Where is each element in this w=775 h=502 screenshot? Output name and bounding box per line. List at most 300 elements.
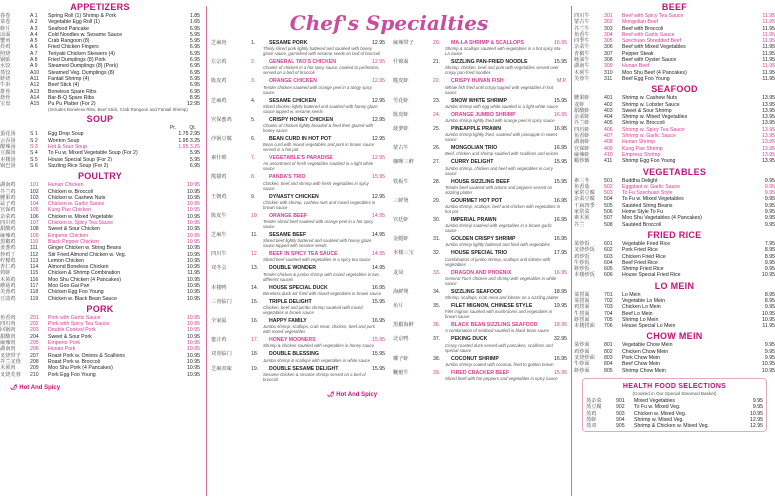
item-code: 606 [604, 272, 613, 279]
item-chinese-name: 叉烧炒面 [574, 355, 595, 362]
item-name: SESAME CHICKEN [269, 97, 316, 104]
item-code: 504 [604, 196, 613, 203]
item-name: Steamed Veg. Dumplings (8) [48, 69, 115, 76]
item-chinese-name: 湖南肉 [0, 346, 16, 353]
item-code: 411 [604, 158, 613, 165]
specialty-item [393, 270, 567, 286]
item-price: 6.95 [189, 82, 200, 89]
item-price: 10.95 [187, 352, 200, 359]
item-chinese-name: 虾捞面 [574, 316, 590, 323]
item-price: 10.95 [187, 289, 200, 296]
item-code: 805 [604, 367, 613, 374]
item-price: 13.95 [762, 114, 775, 121]
item-code: 105 [30, 207, 39, 214]
item-name: Shrimp w. Spicy Tea Sauce [622, 126, 685, 133]
item-name: Shrimp Lo Mein [622, 316, 659, 323]
item-name: Hunan Chicken [48, 182, 84, 189]
item-price: 5.95 [189, 150, 200, 157]
item-chinese-name: 鱼香牛 [574, 31, 590, 38]
item-price: 5.95 [189, 75, 200, 82]
item-price: 12.95 [750, 423, 763, 430]
item-name: Egg Drop Soup [48, 131, 84, 138]
specialty-item [393, 126, 567, 142]
item-name: Shrimp w. Broccoli [622, 120, 665, 127]
spicy-legend-row [10, 384, 200, 391]
item-chinese-name: 腰果鸡 [0, 194, 16, 201]
item-price: 10.95 [762, 272, 775, 279]
item-description: Tender beef sautéed with onions and peppers served on sizzling platter [445, 184, 553, 195]
item-chinese-name: 北京鸭 [393, 336, 409, 343]
item-chinese-name: 麻辣虾 [574, 151, 590, 158]
item-chinese-name: 本楼鸭 [211, 284, 227, 291]
specialty-item [211, 232, 385, 248]
item-chinese-name: 鸡虾 [0, 270, 11, 277]
item-code: 37. [433, 336, 441, 343]
specialties-right [389, 40, 571, 385]
item-chinese-name: 虾炒面 [574, 367, 590, 374]
item-description: Tender chicken sautéed with orange peel in a tangy spicy sauce [263, 84, 373, 95]
item-chinese-name: 麻辣带子 [393, 40, 414, 46]
specialty-header [211, 194, 385, 200]
item-description: Boneless duck stir fried with mixed vegetables in brown sauce [263, 290, 381, 296]
item-description: Combination of jumbo shrimp, scallops and lobster with vegetables [445, 256, 551, 267]
item-description: Chicken with shrimp, cashew nuts and mixed vegetables in brown sauce [263, 199, 376, 210]
chili-icon: 🌶︎ [10, 384, 20, 391]
item-code: 24. [433, 111, 441, 118]
item-price: 13.95 [762, 107, 775, 114]
item-name: Pork with Spicy Tea Sauce [48, 321, 110, 328]
item-chinese-name: 陈皮牛 [211, 212, 227, 219]
item-chinese-name: 双喜临门 [211, 351, 232, 358]
item-name: DOUBLE SESAME DELIGHT [269, 365, 339, 372]
item-name: Pork with Garlic Sauce [48, 314, 101, 321]
spicy-legend: Hot And Spicy [19, 384, 61, 391]
item-name: IMPERIAL PRAWN [451, 217, 497, 224]
item-chinese-name: 四川鸡 [0, 220, 16, 227]
item-code: A 8 [30, 57, 38, 64]
item-price: 13.95 [762, 133, 775, 140]
item-description: Jumbo shrimp & scallops with vegetables in white sauce [263, 357, 370, 363]
item-price: 15.95 [372, 174, 385, 181]
item-price: 13.95 [762, 120, 775, 127]
item-chinese-name: 咖喱三鲜 [393, 159, 414, 166]
item-chinese-name: 三鲜煲 [393, 197, 409, 204]
item-name: Hunan Beef [622, 63, 650, 70]
item-name: Shrimp w. Cashew Nuts [622, 95, 678, 102]
item-chinese-name: 龙虾 [574, 101, 585, 108]
item-name: Beef Chow Mein [622, 361, 661, 368]
item-description: Sliced beef with hot peppers and vegetables in spicy sauce [445, 376, 558, 382]
item-name: Seafood Pancake [48, 25, 89, 32]
menu-item [586, 423, 763, 429]
item-code: 36. [433, 322, 441, 329]
item-chinese-name: 鱼香虾 [574, 133, 590, 140]
specialty-item [211, 251, 385, 262]
item-chinese-name: 宫保蜜鸡 [211, 116, 232, 123]
item-price: 11.95 [762, 69, 775, 76]
item-chinese-name: 湖南虾 [574, 139, 590, 146]
item-chinese-name: 牛炒饭 [574, 259, 590, 266]
item-price: 10.95 [187, 333, 200, 340]
item-name: Szechuan Shredded Beef [622, 38, 682, 45]
item-chinese-name: 宫保虾 [574, 145, 590, 152]
item-chinese-name: 鱼片 [393, 303, 404, 310]
item-price: 11.95 [762, 75, 775, 82]
item-code: 502 [604, 183, 613, 190]
specialty-item [211, 155, 385, 171]
item-price: 10.95 [762, 310, 775, 317]
item-code: 507 [604, 215, 613, 222]
item-chinese-name: 腰果虾 [574, 95, 590, 102]
item-name: Lo Mein [622, 291, 641, 298]
item-price: 12.95 [372, 97, 385, 104]
specialty-item [393, 159, 567, 175]
menu-item [0, 296, 200, 302]
item-price: 11.95 [762, 44, 775, 51]
item-code: 705 [604, 316, 613, 323]
item-price: 6.95 [189, 88, 200, 95]
item-chinese-name: 锅巴汤 [0, 162, 16, 169]
item-price: 19.95 [554, 303, 567, 310]
item-name: DYNASTY CHICKEN [269, 193, 319, 200]
item-name: Spring Roll (1) Shrimp & Pork [48, 13, 117, 19]
section-heading: FRIED RICE [647, 229, 702, 240]
item-chinese-name: 甜酸虾 [574, 107, 590, 114]
item-name: Teriyaki Chicken Skewers (4) [48, 50, 115, 57]
item-price: 10.95 [762, 316, 775, 323]
item-price: 10.95 [187, 314, 200, 321]
item-chinese-name: 炸鸡 [0, 44, 11, 51]
item-name: Double Cooked Pork [48, 327, 96, 334]
menu-item [574, 158, 775, 164]
item-chinese-name: 虾烧 [0, 75, 11, 82]
item-price: 9.95 [764, 202, 775, 209]
column-header: Qt. [189, 125, 196, 132]
specialty-item [211, 194, 385, 210]
item-chinese-name: 杂菜鸡 [0, 213, 16, 220]
item-name: Chicken Fried Rice [622, 253, 666, 260]
item-price: 11.95 [762, 38, 775, 45]
item-name: Shrimp Fried Rice [622, 266, 664, 273]
item-price: 16.95 [554, 269, 567, 276]
item-code: 106 [30, 213, 39, 220]
specialty-item [211, 318, 385, 334]
item-code: 401 [604, 95, 613, 102]
item-chinese-name: 宫保鸡 [0, 207, 16, 214]
item-price: 10.95 [187, 232, 200, 239]
item-code: 5. [251, 116, 256, 123]
item-name: Chicken Chow Mein [622, 348, 669, 355]
item-name: Sweet & Sour Shrimp [622, 107, 672, 114]
section-heading: BEEF [661, 2, 688, 12]
item-code: 115 [30, 270, 39, 277]
item-chinese-name: 鸡炒面 [574, 348, 590, 355]
item-chinese-name: 三喜临门 [211, 298, 232, 305]
item-code: 113 [30, 257, 39, 264]
item-code: 901 [616, 397, 625, 404]
item-name: Sautéed Broccoli [622, 221, 662, 228]
item-code: 114 [30, 264, 39, 271]
item-code: 904 [616, 416, 625, 423]
item-description: Tender sliced beef sautéed with orange peel in a hot spicy sauce [263, 219, 374, 230]
item-chinese-name: 金脆虾 [393, 236, 409, 243]
item-description: Sliced beef lightly battered and sautéed with honey glaze sauce topped with sesame seeds [263, 238, 372, 249]
item-code: 29. [433, 197, 441, 204]
item-price: 9.95 [764, 342, 775, 349]
item-chinese-name: 椰子虾 [393, 355, 409, 362]
item-price: 16.95 [372, 284, 385, 291]
item-code: 206 [30, 346, 39, 353]
item-price: 10.95 [187, 276, 200, 283]
menu-item [574, 76, 775, 82]
item-name: BEEF IN SPICY TEA SAUCE [269, 251, 338, 258]
item-name: Vegetable Lo Mein [622, 297, 665, 304]
item-chinese-name: 陈皮虾 [393, 111, 409, 118]
chef-specialties-column [206, 6, 572, 496]
specialty-item [393, 217, 567, 233]
item-name: Lemon Chicken [48, 257, 85, 264]
specialty-item [211, 299, 385, 315]
item-chinese-name: 菜捞面 [574, 291, 590, 298]
right-column [574, 0, 775, 502]
item-code: 706 [604, 323, 613, 330]
item-description: Sliced beef sautéed with vegetables in a spicy tea sauce [263, 257, 371, 263]
item-price: 9.95 [752, 397, 763, 404]
item-name: HAPPY FAMILY [269, 318, 307, 325]
item-code: 603 [604, 253, 613, 260]
item-price: 13.95 [762, 139, 775, 146]
item-name: BLACK BEAN SIZZLING SEAFOOD [451, 322, 538, 329]
item-price: 12.95 [750, 416, 763, 423]
item-code: 302 [604, 19, 613, 26]
item-chinese-name: 宫廷虾 [393, 217, 409, 224]
specialty-header [393, 336, 567, 342]
item-code: 35. [433, 303, 441, 310]
item-description: Shrimp & chicken sautéed with vegetables in honey sauce [263, 343, 374, 349]
item-code: 31. [433, 236, 441, 243]
item-name: Crab Rangoon (8) [48, 38, 90, 45]
item-chinese-name: 甜酸鸡 [0, 226, 16, 233]
specialty-header [393, 179, 567, 185]
item-name: Chicken Egg Foo Young [48, 289, 104, 296]
section-subtitle: (Cooked in Our Special Steamed Basket) [632, 390, 717, 396]
item-chinese-name: 脆皮虾 [393, 78, 409, 85]
item-code: A 7 [30, 50, 38, 57]
item-price: 16.95 [554, 197, 567, 204]
item-description: Sliced chicken lightly battered and sautéed with honey glaze sauce topped w. sesame seeds [263, 103, 378, 114]
item-name: To Fu Szechuan Style [622, 190, 673, 197]
item-price: 11.95 [762, 31, 775, 38]
item-price: 11.95 [187, 270, 200, 277]
item-price: 18.95 [554, 322, 567, 329]
item-price: 16.95 [554, 111, 567, 118]
item-name: Roast Pork w. Broccoli [48, 358, 100, 365]
item-code: A 6 [30, 44, 38, 51]
item-price: 5.95 [189, 31, 200, 38]
item-name: Fried Dumplings (8) Pork [48, 57, 106, 64]
item-name: Cold Noodles w. Sesame Sauce [48, 31, 123, 38]
item-chinese-name: 锅贴 [0, 57, 11, 64]
item-chinese-name: 芙蓉牛 [574, 75, 590, 82]
item-chinese-name: 水饺 [0, 63, 11, 70]
item-chinese-name: 干扁四季 [574, 202, 595, 209]
specialty-item [211, 351, 385, 362]
item-price: 15.95 [554, 59, 567, 66]
item-chinese-name: 本楼捞面 [574, 323, 595, 330]
item-description: Chicken, beef and shrimp with fresh vegetables in spicy sauce [263, 180, 369, 191]
item-code: A 4 [30, 31, 38, 38]
item-code: 701 [604, 291, 613, 298]
item-price: 8.95 [764, 253, 775, 260]
item-code: 2. [251, 59, 256, 66]
item-code: S 6 [30, 162, 38, 169]
item-chinese-name: 菜捞面 [574, 297, 590, 304]
item-code: 605 [604, 266, 613, 273]
page-title: Chef's Specialties [289, 11, 489, 35]
item-price: 9.95 [764, 348, 775, 355]
item-name: Pork Chow Mein [622, 355, 661, 362]
item-price: 11.95 [762, 323, 775, 330]
item-name: DOUBLE WONDER [269, 265, 316, 272]
menu-item [574, 368, 775, 374]
specialty-item [211, 174, 385, 190]
item-name: Buddha Delight [622, 177, 658, 184]
item-code: 108 [30, 226, 39, 233]
specialty-item [393, 98, 567, 109]
item-chinese-name: 回锅肉 [0, 327, 16, 334]
section-heading: HEALTH FOOD SELECTIONS [622, 382, 727, 390]
specialty-header [393, 356, 567, 362]
item-name: Wonton Soup [48, 137, 80, 144]
item-name: Beef Egg Foo Young [622, 75, 670, 82]
item-price: 10.95 [750, 410, 763, 417]
item-name: Hot & Sour Soup [48, 144, 87, 151]
item-code: A 5 [30, 38, 38, 45]
item-name: Beef with Broccoli [622, 25, 664, 32]
item-name: Chicken Lo Mein [622, 304, 661, 311]
menu-item [574, 272, 775, 278]
item-description: Shrimp, scallops, crab meat and lobster on a sizzling platter [445, 295, 559, 301]
item-name: Emperor Pork [48, 340, 80, 347]
item-chinese-name: 湖南牛 [574, 63, 590, 70]
item-price: 6.95 [189, 25, 200, 32]
item-name: SESAME PORK [269, 40, 308, 46]
item-description: Shrimp, chicken, beef and pork with vegetables served over crispy pan-fried noodles [445, 65, 559, 76]
item-price: 10.95 [187, 282, 200, 289]
specialty-header [393, 270, 567, 276]
menu-item [0, 372, 200, 378]
item-name: SESAME BEEF [269, 232, 307, 239]
specialty-item [393, 322, 567, 333]
item-code: 25. [433, 126, 441, 133]
item-name: Emperor Chicken [48, 232, 89, 239]
item-name: TRIPLE DELIGHT [269, 298, 312, 305]
item-name: House Special Soup (For 2) [48, 156, 113, 163]
item-price: 16.95 [372, 318, 385, 325]
item-code: 203 [30, 327, 39, 334]
item-name: GOURMET HOT POT [451, 197, 503, 204]
item-price: 1.65 [189, 19, 200, 26]
specialty-header [393, 250, 567, 256]
item-price: M.P. [557, 78, 567, 85]
item-name: Home Style To Fu [622, 209, 664, 216]
item-description: Bean curd with mixed vegetables and pork in brown sauce served in a hot pot [263, 142, 375, 153]
item-price: 10.95 [187, 201, 200, 208]
item-name: COCONUT SHRIMP [451, 355, 499, 362]
item-price: 15.95 [372, 337, 385, 344]
item-description: General Tao's chicken and shrimp with vegetables in white sauce [445, 275, 557, 286]
item-name: Hunan Pork [48, 346, 76, 353]
item-name: Stir Fried Almond Chicken w. Veg. [48, 251, 127, 258]
item-code: 11. [251, 232, 258, 239]
item-code: 310 [604, 69, 613, 76]
item-price: 9.95 [752, 404, 763, 411]
item-chinese-name: 鸡炒饭 [574, 253, 590, 260]
item-code: 204 [30, 333, 39, 340]
item-name: HOUSE SPECIAL DUCK [269, 284, 328, 291]
item-chinese-name: 芙蓉鸡 [0, 289, 16, 296]
item-code: 118 [30, 289, 39, 296]
item-chinese-name: 蒜子鸡 [0, 201, 16, 208]
item-code: 38. [433, 355, 441, 362]
item-chinese-name: 菜炒面 [574, 342, 590, 349]
item-price: 9.95 [764, 221, 775, 228]
item-code: 28. [433, 178, 441, 185]
item-price: 7.95 [764, 240, 775, 247]
item-chinese-name: 左宗鸡 [211, 59, 227, 66]
specialty-header [211, 285, 385, 291]
item-price: 12.95 [372, 155, 385, 162]
item-chinese-name: 本楼汤 [0, 156, 16, 163]
item-chinese-name: 叉烧芙蓉 [0, 371, 21, 378]
specialty-item [393, 236, 567, 247]
item-code: 109 [30, 232, 39, 239]
item-price: 8.95 [764, 247, 775, 254]
item-price: 6.95 [189, 50, 200, 57]
item-code: 304 [604, 31, 613, 38]
specialty-header [211, 98, 385, 104]
item-name: PEKING DUCK [451, 336, 488, 343]
item-price: 10.95 [187, 340, 200, 347]
item-code: 107 [30, 220, 39, 227]
specialty-item [393, 303, 567, 319]
item-name: VEGETABLE'S PARADISE [269, 155, 333, 162]
item-code: S 2 [30, 137, 38, 144]
item-code: 110 [30, 238, 39, 245]
item-chinese-name: 四川虾 [574, 126, 590, 133]
item-chinese-name: 蜜汁鸡 [211, 337, 227, 344]
item-code: 308 [604, 57, 613, 64]
item-description: Beef, chicken and shrimp sautéed with scallions and onions [445, 151, 559, 157]
item-code: 1. [251, 40, 256, 46]
item-price: 8.95 [764, 297, 775, 304]
item-price: 10.95 [187, 226, 200, 233]
specialty-item [211, 337, 385, 348]
specialty-item [393, 145, 567, 156]
item-code: A10 [30, 69, 40, 76]
section-heading: CHOW MEIN [646, 331, 703, 342]
item-code: 26. [433, 145, 441, 152]
item-description: Crispy roasted duck served with pancakes, scallions and special sauce [445, 342, 553, 353]
item-code: 501 [604, 177, 613, 184]
item-chinese-name: 青椒牛 [574, 50, 590, 57]
item-chinese-name: 素木须 [574, 215, 590, 222]
specialty-item [393, 356, 567, 367]
item-name: Fantail Shrimp (4) [48, 75, 90, 82]
item-chinese-name: 牛炒面 [574, 361, 590, 368]
item-code: 205 [30, 340, 39, 347]
section-heading: POULTRY [77, 171, 123, 182]
